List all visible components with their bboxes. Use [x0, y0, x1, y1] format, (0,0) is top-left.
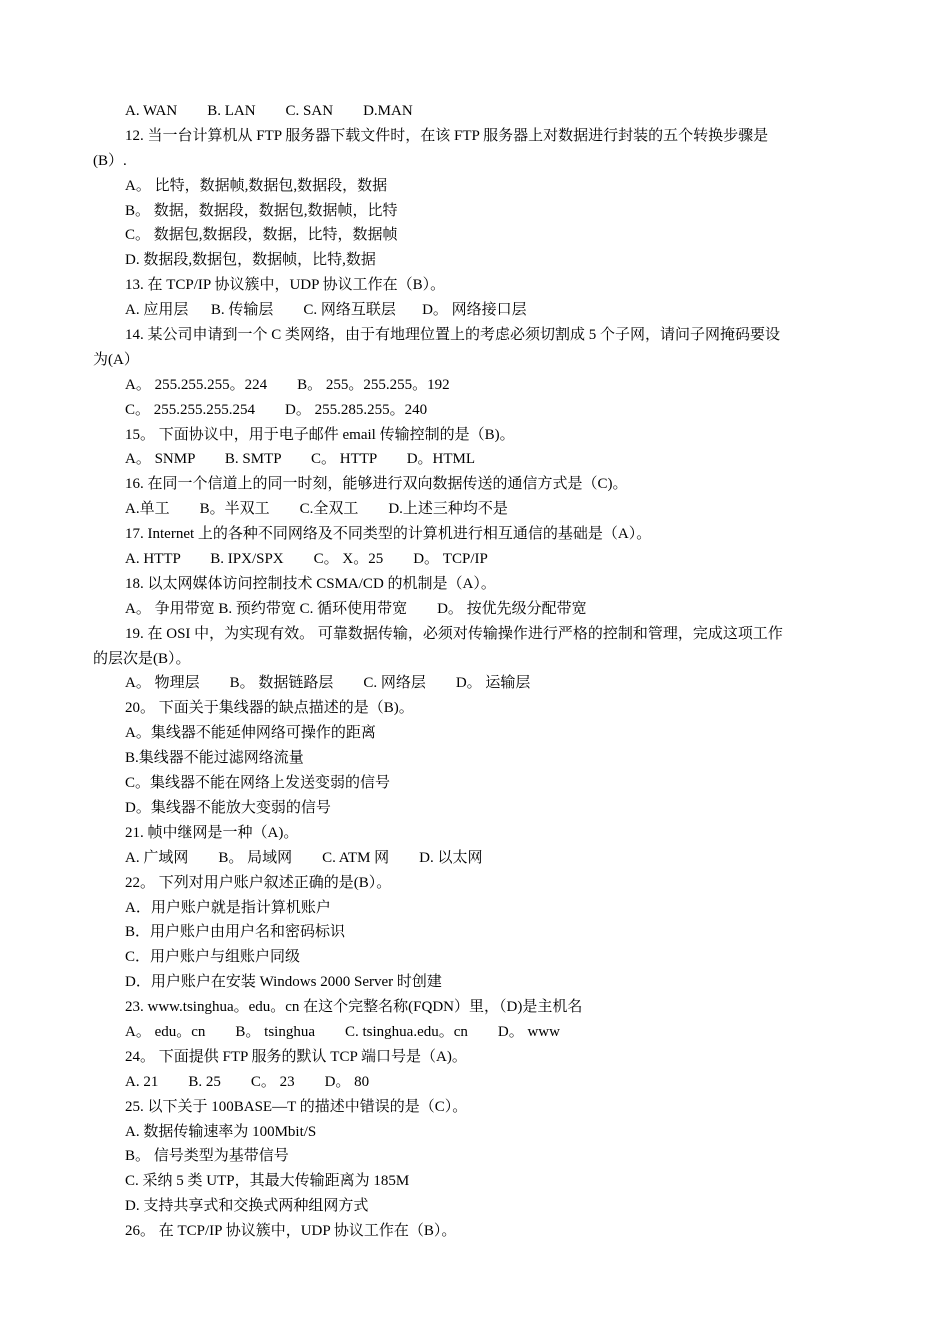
text-line: 23. www.tsinghua。edu。cn 在这个完整名称(FQDN）里，（D)是主机名 [125, 999, 583, 1016]
text-line: A。 SNMP B. SMTP C。 HTTP D。HTML [125, 451, 476, 468]
text-line: B.集线器不能过滤网络流量 [125, 750, 304, 767]
text-line: B。 数据，数据段，数据包,数据帧，比特 [125, 202, 398, 219]
text-line: A。 255.255.255。224 B。 255。255.255。192 [125, 376, 450, 393]
text-line: A. HTTP B. IPX/SPX C。 X。25 D。 TCP/IP [125, 551, 488, 568]
text-line: D．用户账户在安装 Windows 2000 Server 时创建 [125, 974, 442, 991]
text-line: 18. 以太网媒体访问控制技术 CSMA/CD 的机制是（A）。 [125, 575, 496, 592]
text-line: A. 21 B. 25 C。 23 D。 80 [125, 1073, 370, 1090]
text-line: C．用户账户与组账户同级 [125, 949, 301, 966]
text-line: 16. 在同一个信道上的同一时刻，能够进行双向数据传送的通信方式是（C)。 [125, 476, 628, 493]
text-line: (B）. [93, 152, 127, 169]
text-line: A．用户账户就是指计算机账户 [125, 899, 331, 916]
text-line: A. WAN B. LAN C. SAN D.MAN [125, 103, 413, 119]
text-line: D。集线器不能放大变弱的信号 [125, 799, 331, 816]
text-line: 26。 在 TCP/IP 协议簇中，UDP 协议工作在（B）。 [125, 1223, 457, 1240]
text-line: B．用户账户由用户名和密码标识 [125, 924, 346, 941]
text-line: A. 应用层 B. 传输层 C. 网络互联层 D。 网络接口层 [125, 302, 527, 319]
text-line: A。 edu。cn B。 tsinghua C. tsinghua.edu。cn D。 www [125, 1023, 560, 1040]
text-line: A. 广域网 B。 局域网 C. ATM 网 D. 以太网 [125, 849, 483, 866]
text-line: B。 信号类型为基带信号 [125, 1148, 289, 1165]
text-line: D. 支持共享式和交换式两种组网方式 [125, 1198, 369, 1215]
text-line: C。集线器不能在网络上发送变弱的信号 [125, 775, 391, 792]
text-line: A. 数据传输速率为 100Mbit/S [125, 1123, 317, 1140]
text-line: A.单工 B。半双工 C.全双工 D.上述三种均不是 [125, 501, 508, 518]
text-line: 12. 当一台计算机从 FTP 服务器下载文件时，在该 FTP 服务器上对数据进行封装的五个转换步骤是 [125, 127, 769, 144]
text-line: C。 数据包,数据段，数据，比特，数据帧 [125, 227, 398, 244]
text-line: C。 255.255.255.254 D。 255.285.255。240 [125, 401, 428, 418]
text-line: 21. 帧中继网是一种（A)。 [125, 824, 299, 841]
text-line: 为(A） [93, 351, 139, 368]
text-line: A。 物理层 B。 数据链路层 C. 网络层 D。 运输层 [125, 675, 531, 692]
text-line: C. 采纳 5 类 UTP，其最大传输距离为 185M [125, 1173, 410, 1190]
text-line: 24。 下面提供 FTP 服务的默认 TCP 端口号是（A)。 [125, 1048, 467, 1065]
question-text [93, 99, 861, 1244]
text-line: A。 争用带宽 B. 预约带宽 C. 循环使用带宽 D。 按优先级分配带宽 [125, 600, 587, 617]
text-line: 15。 下面协议中，用于电子邮件 email 传输控制的是（B)。 [125, 426, 515, 443]
text-line: 25. 以下关于 100BASE—T 的描述中错误的是（C）。 [125, 1098, 468, 1115]
text-line: 14. 某公司申请到一个 C 类网络，由于有地理位置上的考虑必须切割成 5 个子网，请问子网掩码要设 [125, 327, 781, 344]
text-line: A。 比特，数据帧,数据包,数据段，数据 [125, 177, 388, 194]
text-line: 19. 在 OSI 中，为实现有效。 可靠数据传输，必须对传输操作进行严格的控制和管理，完成这项工作 [125, 625, 783, 642]
text-line: 20。 下面关于集线器的缺点描述的是（B)。 [125, 700, 414, 717]
text-line: 22。 下列对用户账户叙述正确的是(B）。 [125, 874, 392, 891]
text-line: 13. 在 TCP/IP 协议簇中，UDP 协议工作在（B）。 [125, 277, 446, 294]
text-line: 的层次是(B）。 [93, 650, 191, 667]
text-line: D. 数据段,数据包，数据帧，比特,数据 [125, 252, 376, 269]
text-line: A。集线器不能延伸网络可操作的距离 [125, 725, 376, 742]
text-line: 17. Internet 上的各种不同网络及不同类型的计算机进行相互通信的基础是（A）。 [125, 526, 652, 543]
